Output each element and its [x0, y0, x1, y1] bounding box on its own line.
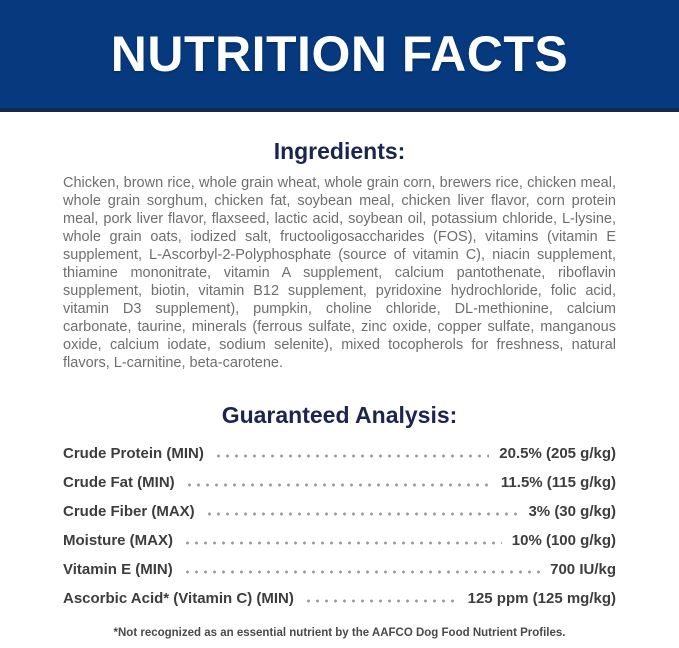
- nutrition-facts-banner: [0, 0, 679, 112]
- analysis-value: 125 ppm (125 mg/kg): [467, 590, 616, 607]
- ingredients-heading: Ingredients:: [273, 138, 406, 164]
- analysis-value: 11.5% (115 g/kg): [500, 474, 616, 491]
- table-row: [63, 474, 616, 491]
- analysis-label: Moisture (MAX): [63, 532, 173, 549]
- table-row: [63, 445, 616, 462]
- dot-leader: [183, 540, 502, 546]
- dot-leader: [183, 569, 540, 575]
- analysis-value: 3% (30 g/kg): [528, 503, 616, 520]
- dot-leader: [185, 482, 491, 488]
- guaranteed-analysis-table: [63, 445, 616, 607]
- analysis-value: 20.5% (205 g/kg): [499, 445, 616, 462]
- ingredients-paragraph: Chicken, brown rice, whole grain wheat, whole grain corn, brewers rice, chicken meal, whole grain sorghum, chicken fat, soybean meal, chicken liver flavor, corn protein meal, pork liver flavor, flaxseed, lactic acid, soybean oil, potassium chloride, L-lysine, whole grain oats, iodized salt, fructooligosaccharides (FOS), vitamins (vitamin E supplement, L-Ascorbyl-2-Polyphosphate (source of vitamin C), niacin supplement, thiamine mononitrate, vitamin A supplement, calcium pantothenate, riboflavin supplement, biotin, vitamin B12 supplement, pyridoxine hydrochloride, folic acid, vitamin D3 supplement), pumpkin, choline chloride, DL-methionine, calcium carbonate, taurine, minerals (ferrous sulfate, zinc oxide, copper sulfate, manganous oxide, calcium iodate, sodium selenite), mixed tocopherols for freshness, natural flavors, L-carnitine, beta-carotene.: [63, 175, 616, 371]
- table-row: [63, 532, 616, 549]
- dot-leader: [205, 511, 519, 517]
- analysis-label: Crude Protein (MIN): [63, 445, 204, 462]
- banner-title: NUTRITION FACTS: [110, 26, 569, 82]
- analysis-label: Vitamin E (MIN): [63, 561, 173, 578]
- dot-leader: [304, 598, 458, 604]
- table-row: [63, 561, 616, 578]
- analysis-value: 700 IU/kg: [550, 561, 616, 578]
- dot-leader: [214, 453, 489, 459]
- analysis-label: Crude Fiber (MAX): [63, 503, 195, 520]
- label-body: [63, 138, 616, 607]
- analysis-label: Crude Fat (MIN): [63, 474, 175, 491]
- analysis-label: Ascorbic Acid* (Vitamin C) (MIN): [63, 590, 294, 607]
- guaranteed-analysis-heading: Guaranteed Analysis:: [221, 402, 458, 428]
- table-row: [63, 590, 616, 607]
- analysis-value: 10% (100 g/kg): [511, 532, 616, 549]
- table-row: [63, 503, 616, 520]
- aafco-footnote: *Not recognized as an essential nutrient by the AAFCO Dog Food Nutrient Profiles.: [113, 627, 566, 639]
